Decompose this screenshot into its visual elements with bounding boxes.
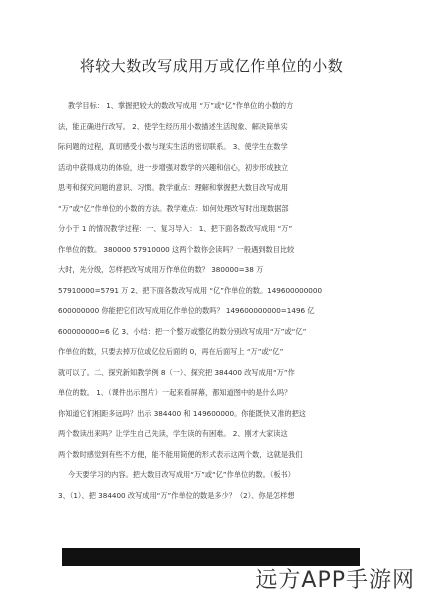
body-line: 思考和探究问题的意识、习惯。教学重点：理解和掌握把大数目改写成用 (58, 183, 289, 192)
body-line: 3、（1）、把 384400 改写成用“万”作单位的数是多少？（2）、你是怎样想 (58, 490, 295, 500)
body-line: 大时，先分级，怎样把改写成用万作单位的数？ 380000=38 万 (58, 265, 264, 274)
body-line: 今天要学习的内容。把大数目改写成用“万”或“亿”作单位的数。（板书） (68, 470, 295, 479)
body-line: 两个数时感觉到有些不方便，能不能用简便的形式表示这两个数，这就是我们 (58, 449, 303, 459)
body-line: 就可以了。二、探究新知教学例 8（一）、探究把 384400 改写成用“万”作 (58, 367, 295, 377)
watermark-logo: 远方APP手游网 (255, 568, 415, 593)
body-line: 600000000 你能把它们改写成用亿作单位的数吗？ 149600000000=1496 亿 (58, 306, 315, 315)
body-line: 际问题的过程，真切感受小数与现实生活的密切联系。 3、使学生在数学 (58, 142, 288, 151)
body-line: 57910000=5791 万 2、把下面各数改写成用 “亿”作单位的数。149600000000 (58, 285, 323, 295)
body-line: 单位的数。 1、（课件出示图片）一起来看屏幕，都知道图中的是什么吗？ (58, 388, 292, 397)
body-line: 两个数读出来吗？让学生自己先读，学生读的有困难。 2、刚才大家读这 (58, 429, 288, 438)
document-title: 将较大数改写成用万或亿作单位的小数 (79, 57, 344, 75)
body-line: 法，能正确进行改写。 2、使学生经历用小数描述生活现象、解决简单实 (58, 121, 288, 131)
body-line: 你知道它们相距多远吗？出示 384400 和 149600000。你能既快又准的把这 (58, 408, 306, 418)
body-line: 活动中获得成功的体验，进一步增强对数学的兴趣和信心，初步形成独立 (58, 162, 289, 172)
body-line: 作单位的数。 380000 57910000 这两个数你会读吗？一般遇到数目比较 (58, 244, 295, 254)
document-body (58, 96, 363, 506)
body-line: “万”或“亿”作单位的小数的方法。教学难点：如何处理改写时出现数据部 (58, 203, 289, 213)
body-line: 分小于 1 的情况教学过程：一、复习导入： 1、把下面各数改写成用 “万” (58, 224, 293, 233)
body-line: 作单位的数，只要去掉万位或亿位后面的 0，再在后面写上 “万”或“亿” (58, 347, 284, 356)
body-line: 600000000=6 亿 3、小结：把一个整万或整亿的数分别改写成用“万”或“亿” (58, 326, 307, 336)
body-line: 教学目标： 1、掌握把较大的数改写成用 “万”或“亿”作单位的小数的方 (68, 101, 294, 110)
